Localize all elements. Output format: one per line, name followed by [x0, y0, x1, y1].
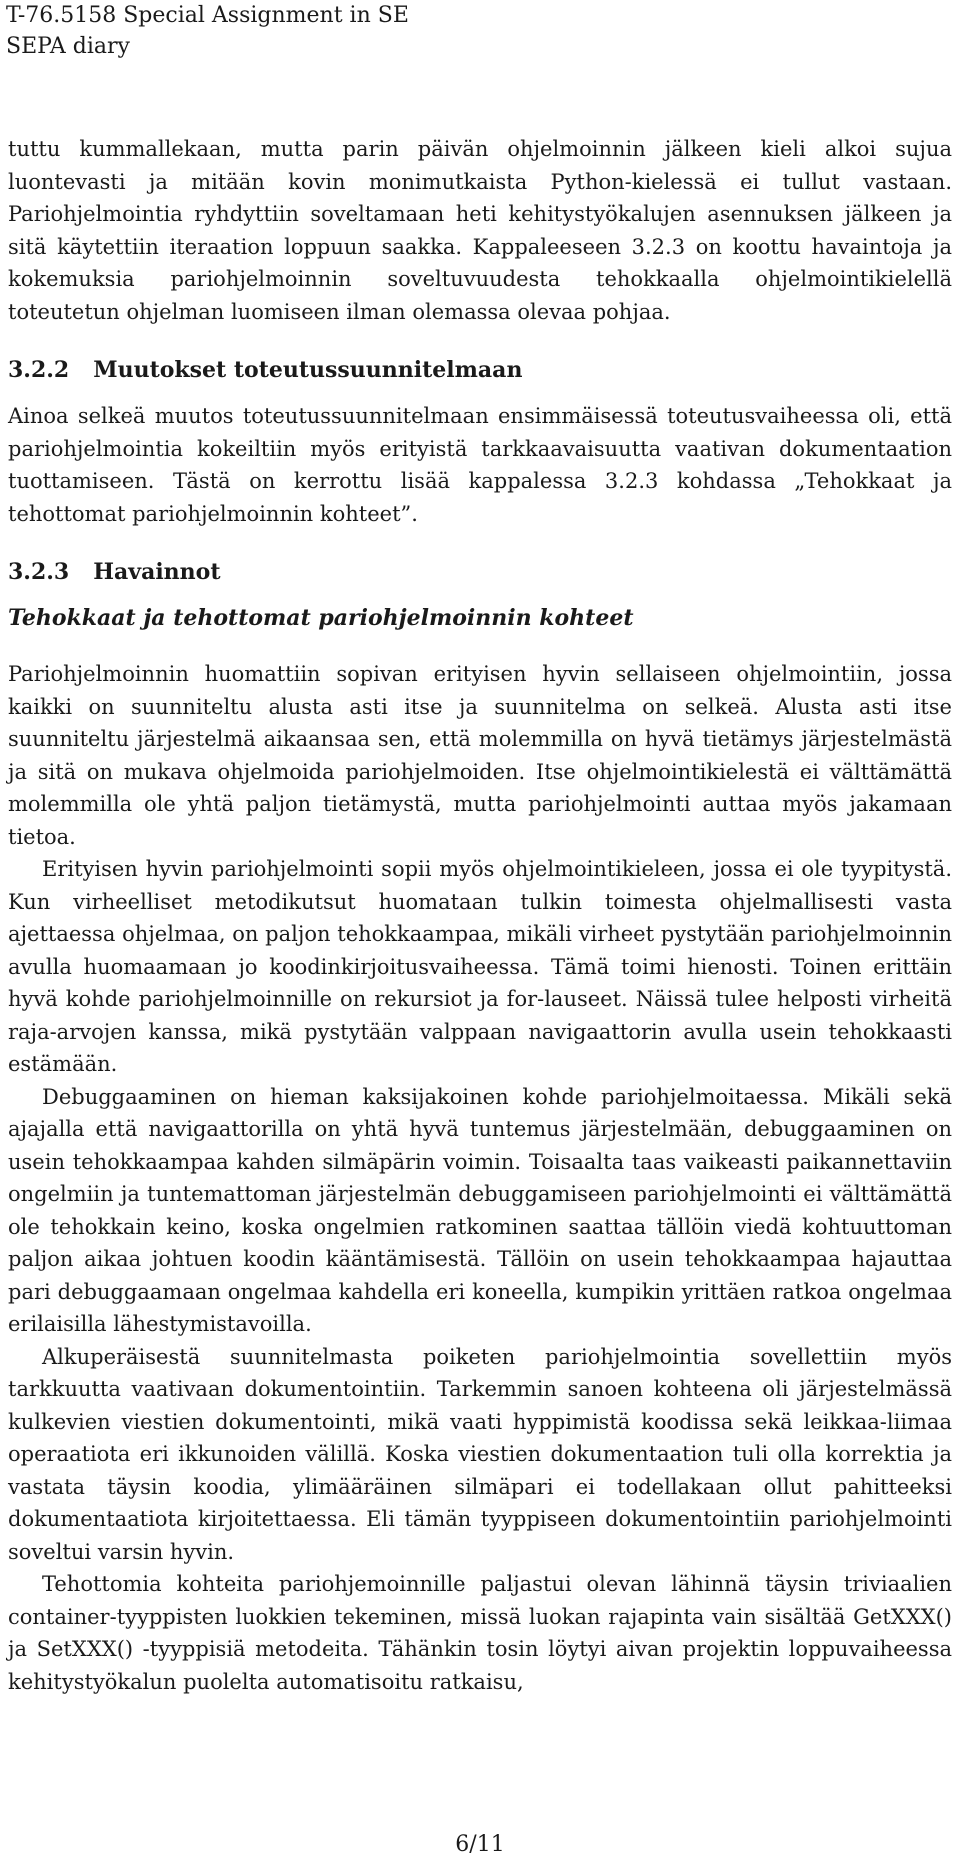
- paragraph-observation-2: Erityisen hyvin pariohjelmointi sopii myös ohjelmointikieleen, jossa ei ole tyypitystä. Kun virheelliset metodikutsut huomataan tulkin toimesta ohjelmallisesti vasta ajettaessa ohjelmaa, on paljon tehokkaampaa, mikäli virheet pystytään pariohjelmoinnin avulla huomaamaan jo koodinkirjoitusvaiheessa. Tämä toimi hienosti. Toinen erittäin hyvä kohde pariohjelmoinnille on rekursiot ja for-lauseet. Näissä tulee helposti virheitä raja-arvojen kanssa, mikä pystytään valppaan navigaattorin avulla usein tehokkaasti estämään.: [8, 857, 952, 1076]
- header-course-title: T-76.5158 Special Assignment in SE: [6, 3, 409, 28]
- subheading-effective-targets: Tehokkaat ja tehottomat pariohjelmoinnin kohteet: [8, 605, 634, 631]
- header-document-title: SEPA diary: [6, 34, 130, 59]
- paragraph-changes: Ainoa selkeä muutos toteutussuunnitelmaan ensimmäisessä toteutusvaiheessa oli, että pariohjelmointia kokeiltiin myös erityistä tarkkaavaisuutta vaativan dokumentaation tuottamiseen. Tästä on kerrottu lisää kappalessa 3.2.3 kohdassa „Tehokkaat ja tehottomat pariohjelmoinnin kohteet”.: [8, 404, 952, 526]
- paragraph-observation-5: Tehottomia kohteita pariohjemoinnille paljastui olevan lähinnä täysin triviaalien container-tyyppisten luokkien tekeminen, missä luokan rajapinta vain sisältää GetXXX() ja SetXXX() -tyyppisiä metodeita. Tähänkin tosin löytyi aivan projektin loppuvaiheessa kehitystyökalun puolelta automatisoitu ratkaisu,: [8, 1572, 952, 1694]
- section-title: Havainnot: [93, 559, 221, 585]
- section-title: Muutokset toteutussuunnitelmaan: [93, 357, 523, 383]
- section-number: 3.2.3: [8, 559, 70, 585]
- section-heading-3-2-2: [8, 354, 952, 386]
- section-number: 3.2.2: [8, 357, 70, 383]
- page-body: [8, 133, 952, 1698]
- paragraph-observation-3: Debuggaaminen on hieman kaksijakoinen kohde pariohjelmoitaessa. Mikäli sekä ajajalla että navigaattorilla on yhtä hyvä tuntemus järjestelmään, debuggaaminen on usein tehokkaampaa kahden silmäpärin voimin. Toisaalta taas vaikeasti paikannettaviin ongelmiin ja tuntemattoman järjestelmän debuggamiseen pariohjelmointi ei välttämättä ole tehokkain keino, koska ongelmien ratkominen saattaa tällöin viedä kohtuuttoman paljon aikaa johtuen koodin kääntämisestä. Tällöin on usein tehokkaampaa hajauttaa pari debuggaamaan ongelmaa kahdella eri koneella, kumpikin yrittäen ratkoa ongelmaa erilaisilla lähestymistavoilla.: [8, 1084, 952, 1336]
- running-header: [6, 0, 409, 62]
- paragraph-intro: tuttu kummallekaan, mutta parin päivän ohjelmoinnin jälkeen kieli alkoi sujua luontevasti ja mitään kovin monimutkaista Python-kielessä ei tullut vastaan. Pariohjelmointia ryhdyttiin soveltamaan heti kehitystyökalujen asennuksen jälkeen ja sitä käytettiin iteraation loppuun saakka. Kappaleeseen 3.2.3 on koottu havaintoja ja kokemuksia pariohjelmoinnin soveltuvuudesta tehokkaalla ohjelmointikielellä toteutetun ohjelman luomiseen ilman olemassa olevaa pohjaa.: [8, 137, 952, 324]
- paragraph-observation-1: Pariohjelmoinnin huomattiin sopivan erityisen hyvin sellaiseen ohjelmointiin, jossa kaikki on suunniteltu alusta asti itse ja suunnitelma on selkeä. Alusta asti itse suunniteltu järjestelmä aikaansaa sen, että molemmilla on hyvä tietämys järjestelmästä ja sitä on mukava ohjelmoida pariohjelmoiden. Itse ohjelmointikielestä ei välttämättä molemmilla ole yhtä paljon tietämystä, mutta pariohjelmointi auttaa myös jakamaan tietoa.: [8, 662, 952, 849]
- page-number: 6/11: [455, 1832, 505, 1857]
- paragraph-observation-4: Alkuperäisestä suunnitelmasta poiketen pariohjelmointia sovellettiin myös tarkkuutta vaativaan dokumentointiin. Tarkemmin sanoen kohteena oli järjestelmässä kulkevien viestien dokumentointi, mikä vaati hyppimistä koodissa sekä leikkaa-liimaa operaatiota eri ikkunoiden välillä. Koska viestien dokumentaation tuli olla korrektia ja vastata täysin koodia, ylimääräinen silmäpari ei todellakaan ollut pahitteeksi dokumentaatiota kirjoitettaessa. Eli tämän tyyppiseen dokumentointiin pariohjelmointi soveltui varsin hyvin.: [8, 1344, 952, 1564]
- section-heading-3-2-3: [8, 556, 952, 588]
